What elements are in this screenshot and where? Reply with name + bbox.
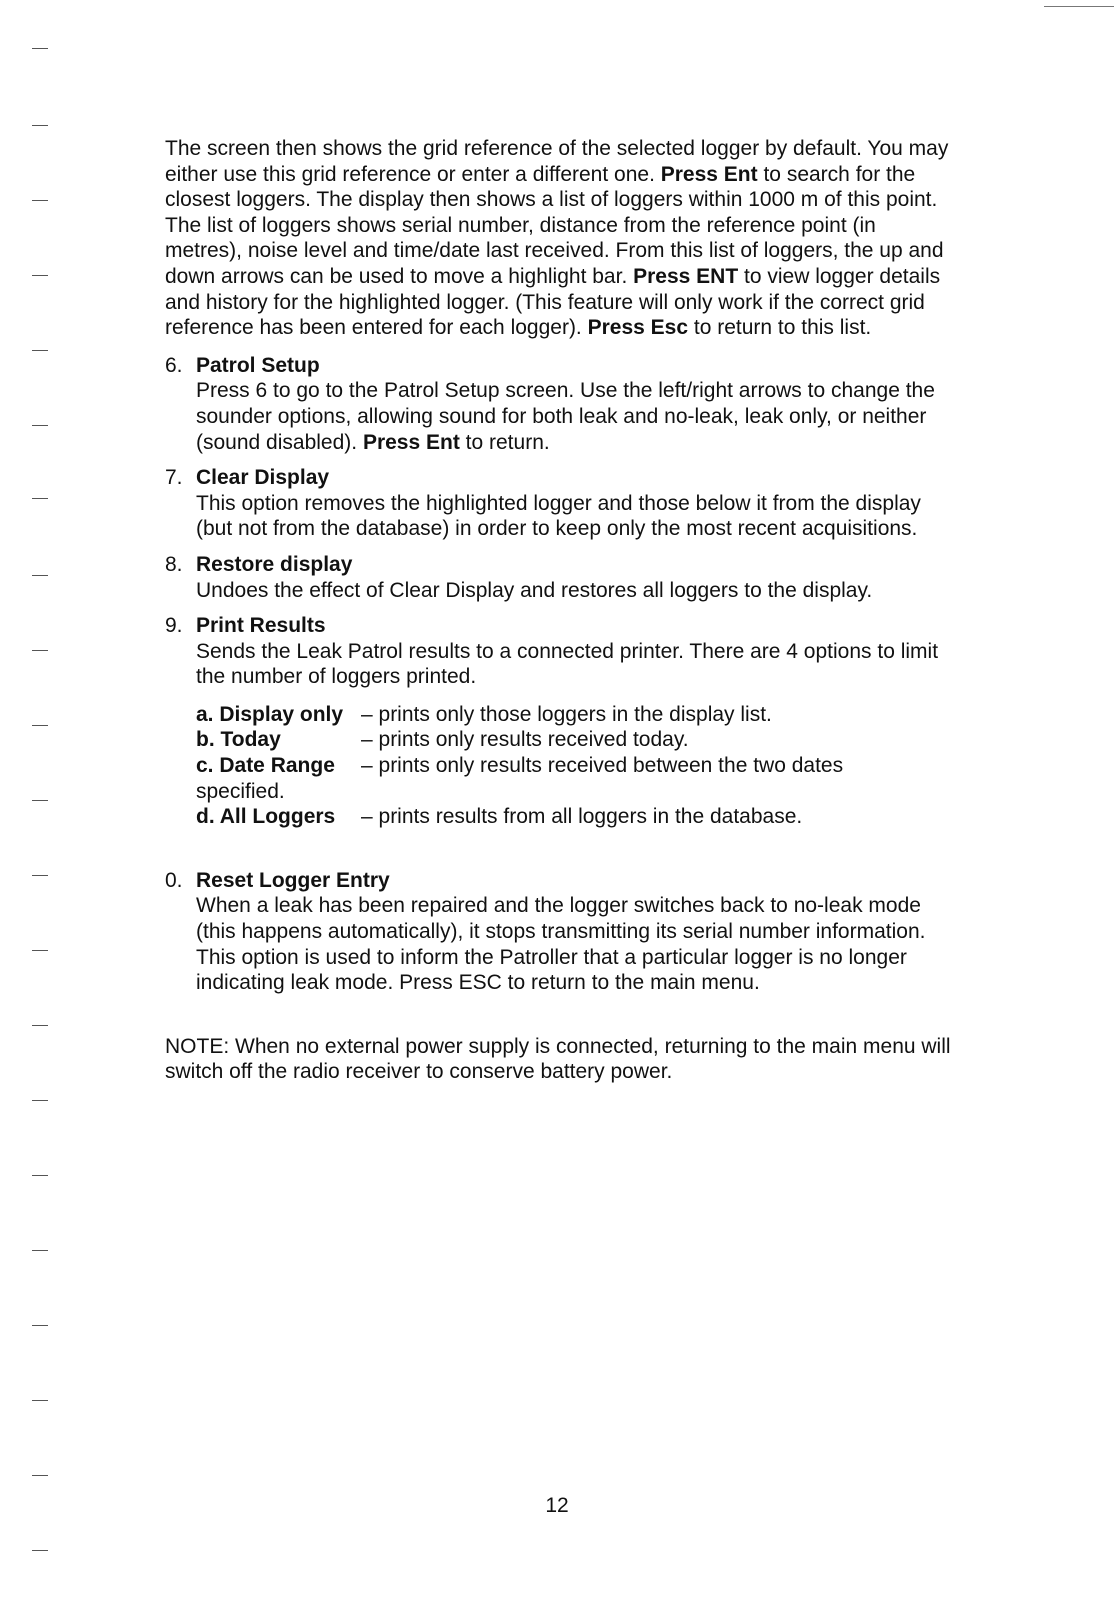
option-label: d. All Loggers — [196, 805, 336, 829]
item-body: Sends the Leak Patrol results to a connected printer. There are 4 options to limit the number of loggers printed. — [196, 639, 939, 689]
page-content — [165, 136, 955, 1085]
item-body: Undoes the effect of Clear Display and restores all loggers to the display. — [196, 578, 873, 602]
option-label: c. Date Range — [196, 754, 335, 778]
item-number: 8. — [165, 552, 183, 576]
scan-edge-line — [1044, 6, 1114, 7]
item-title: Reset Logger Entry — [196, 868, 390, 892]
item-body — [196, 378, 955, 455]
option-text: – prints only those loggers in the display list. — [361, 702, 772, 726]
intro-key-press-esc: Press Esc — [587, 316, 689, 340]
scan-mark — [32, 1550, 48, 1551]
intro-key-press-ent: Press Ent — [660, 162, 758, 186]
item-title: Restore display — [196, 552, 353, 576]
scan-mark — [32, 1025, 48, 1026]
menu-item-print-results — [165, 613, 955, 830]
scan-mark — [32, 200, 48, 201]
scan-mark — [32, 350, 48, 351]
scan-mark — [32, 1475, 48, 1476]
item-text: Press 6 to go to the Patrol Setup screen. Use the left/right arrows to change the sounder options, allowing sound for both leak and no-leak, leak only, or neither (sound disabled). — [196, 379, 935, 454]
item-title: Patrol Setup — [196, 353, 320, 377]
intro-text: to search for the closest loggers. The display then shows a list of loggers within 1000 m of this point. The list of loggers shows serial number, distance from the reference point (in metres), noise level and time/date last received. From this list of loggers, the up and down arrows can be used to move a highlight bar. — [165, 162, 944, 288]
print-option-all-loggers — [196, 804, 955, 830]
item-number: 0. — [165, 868, 183, 892]
item-title: Print Results — [196, 614, 326, 638]
item-number: 9. — [165, 614, 183, 638]
print-option-display-only — [196, 702, 955, 728]
scan-binding-marks — [0, 0, 70, 1600]
print-option-today — [196, 727, 955, 753]
option-text-wrap: specified. — [196, 779, 285, 803]
scan-mark — [32, 425, 48, 426]
intro-text: The screen then shows the grid reference of the selected logger by default. You may either use this grid reference or enter a different one. — [165, 137, 949, 186]
scan-mark — [32, 875, 48, 876]
scan-mark — [32, 575, 48, 576]
menu-item-patrol-setup — [165, 353, 955, 455]
scan-mark — [32, 650, 48, 651]
print-option-date-range — [196, 753, 955, 779]
scan-mark — [32, 800, 48, 801]
scan-mark — [32, 498, 48, 499]
item-body: When a leak has been repaired and the logger switches back to no-leak mode (this happens automatically), it stops transmitting its serial number information. This option is used to inform the Patroller that a particular logger is no longer indicating leak mode. Press ESC to return to the main menu. — [196, 894, 926, 995]
menu-item-clear-display — [165, 465, 955, 542]
scan-mark — [32, 1400, 48, 1401]
menu-item-restore-display — [165, 552, 955, 603]
scan-mark — [32, 1100, 48, 1101]
item-number: 6. — [165, 353, 183, 377]
option-text: – prints only results received today. — [361, 728, 689, 752]
menu-item-reset-logger-entry — [165, 868, 955, 996]
item-title: Clear Display — [196, 466, 330, 490]
option-text: – prints results from all loggers in the database. — [361, 805, 803, 829]
page-number: 12 — [545, 1494, 569, 1517]
scan-mark — [32, 48, 48, 49]
intro-text: to return to this list. — [688, 316, 872, 340]
intro-text: to view logger details and history for the highlighted logger. (This feature will only work if the correct grid reference has been entered for each logger). — [165, 264, 941, 340]
scan-mark — [32, 1175, 48, 1176]
option-text: – prints only results received between the two dates — [361, 754, 844, 778]
scan-mark — [32, 725, 48, 726]
scan-mark — [32, 1325, 48, 1326]
option-label: b. Today — [196, 728, 281, 752]
scan-mark — [32, 125, 48, 126]
item-number: 7. — [165, 466, 183, 490]
print-options-list — [196, 702, 955, 830]
intro-key-press-ent-details: Press ENT — [633, 264, 739, 288]
scan-mark — [32, 950, 48, 951]
intro-paragraph — [165, 136, 955, 341]
scan-mark — [32, 275, 48, 276]
note-paragraph: NOTE: When no external power supply is connected, returning to the main menu will switch off the radio receiver to conserve battery power. — [165, 1034, 951, 1084]
item-key-press-ent: Press Ent — [362, 430, 460, 454]
option-label: a. Display only — [196, 702, 344, 726]
item-text: to return. — [459, 430, 550, 454]
item-body: This option removes the highlighted logger and those below it from the display (but not from the database) in order to keep only the most recent acquisitions. — [196, 491, 921, 541]
scan-mark — [32, 1250, 48, 1251]
